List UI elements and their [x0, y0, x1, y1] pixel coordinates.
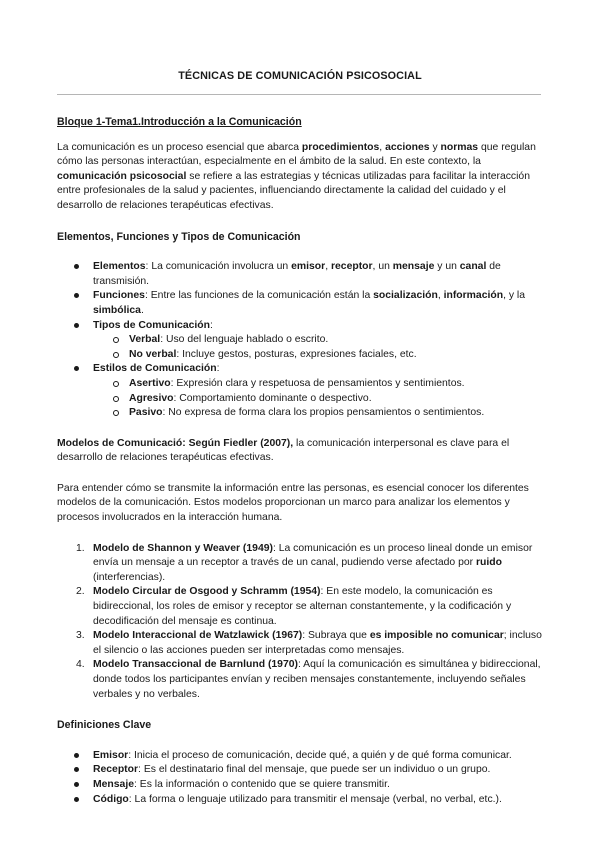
- list-item: Funciones: Entre las funciones de la comunicación están la socialización, información, y la simbólica.: [57, 289, 543, 318]
- bullet-icon: [74, 323, 79, 328]
- bullet-icon: [74, 366, 79, 371]
- bullet-icon: [74, 767, 79, 772]
- models-paragraph: Para entender cómo se transmite la información entre las personas, es esencial conocer los diferentes modelos de la comunicación. Estos modelos proporcionan un marco para analizar los elementos y procesos involucrados en la interacción humana.: [57, 482, 529, 524]
- models-lead-paragraph: Modelos de Comunicació: Según Fiedler (2007), la comunicación interpersonal es clave para el desarrollo de relaciones terapéuticas efectivas.: [57, 437, 510, 464]
- document-body: [57, 115, 543, 807]
- bullet-icon: [74, 753, 79, 758]
- circle-bullet-icon: [113, 352, 119, 358]
- numbered-item: 3. Modelo Interaccional de Watzlawick (1967): Subraya que es imposible no comunicar; incluso el silencio o las acciones pueden ser interpretadas como mensajes.: [76, 630, 542, 656]
- numbered-item: 2. Modelo Circular de Osgood y Schramm (1954): En este modelo, la comunicación es bidireccional, los roles de emisor y receptor se alternan constantemente, y la codificación y decodificación del mensaje es continua.: [76, 586, 512, 627]
- circle-bullet-icon: [113, 381, 119, 387]
- bullet-icon: [74, 293, 79, 298]
- bullet-icon: [74, 782, 79, 787]
- circle-bullet-icon: [113, 337, 119, 343]
- sub-list-item: Pasivo: No expresa de forma clara los propios pensamientos o sentimientos.: [57, 406, 543, 421]
- list-item: Mensaje: Es la información o contenido que se quiere transmitir.: [57, 778, 543, 793]
- circle-bullet-icon: [113, 396, 119, 402]
- bullet-icon: [74, 264, 79, 269]
- bullet-icon: [74, 797, 79, 802]
- sub-list-item: Verbal: Uso del lenguaje hablado o escrito.: [57, 333, 543, 348]
- list-item: Estilos de Comunicación:: [57, 362, 543, 377]
- sub-list-item: No verbal: Incluye gestos, posturas, expresiones faciales, etc.: [57, 348, 543, 363]
- list-item: Código: La forma o lenguaje utilizado para transmitir el mensaje (verbal, no verbal, etc.).: [57, 793, 543, 808]
- list-item: Emisor: Inicia el proceso de comunicación, decide qué, a quién y de qué forma comunicar.: [57, 749, 543, 764]
- numbered-item: 1. Modelo de Shannon y Weaver (1949): La comunicación es un proceso lineal donde un emisor envía un mensaje a un receptor a través de un canal, pudiendo verse afectado por ruido (interferencias).: [76, 542, 533, 583]
- elements-list: [57, 260, 543, 421]
- elements-heading: Elementos, Funciones y Tipos de Comunicación: [57, 230, 301, 243]
- list-item: Receptor: Es el destinatario final del mensaje, que puede ser un individuo o un grupo.: [57, 763, 543, 778]
- document-title: TÉCNICAS DE COMUNICACIÓN PSICOSOCIAL: [178, 70, 422, 82]
- intro-paragraph: La comunicación es un proceso esencial que abarca procedimientos, acciones y normas que regulan cómo las personas interactúan, especialmente en el ámbito de la salud. En este contexto, la comunicación psicosocial se refiere a las estrategias y técnicas utilizadas para facilitar la interacción entre profesionales de la salud y pacientes, influenciando directamente la calidad del cuidado y el desarrollo de relaciones terapéuticas efectivas.: [57, 141, 536, 211]
- definitions-list: [57, 749, 543, 807]
- block-heading: Bloque 1-Tema1.Introducción a la Comunicación: [57, 116, 302, 128]
- definitions-heading: Definiciones Clave: [57, 719, 152, 732]
- numbered-item: 4. Modelo Transaccional de Barnlund (1970): Aquí la comunicación es simultánea y bidireccional, donde todos los participantes envían y reciben mensajes constantemente, incluyendo señales verbales y no verbales.: [76, 659, 541, 700]
- title-divider: [57, 94, 541, 95]
- list-item: Tipos de Comunicación:: [57, 319, 543, 334]
- circle-bullet-icon: [113, 410, 119, 416]
- sub-list-item: Agresivo: Comportamiento dominante o despectivo.: [57, 392, 543, 407]
- models-list: [57, 542, 543, 703]
- sub-list-item: Asertivo: Expresión clara y respetuosa de pensamientos y sentimientos.: [57, 377, 543, 392]
- list-item: Elementos: La comunicación involucra un emisor, receptor, un mensaje y un canal de transmisión.: [57, 260, 543, 289]
